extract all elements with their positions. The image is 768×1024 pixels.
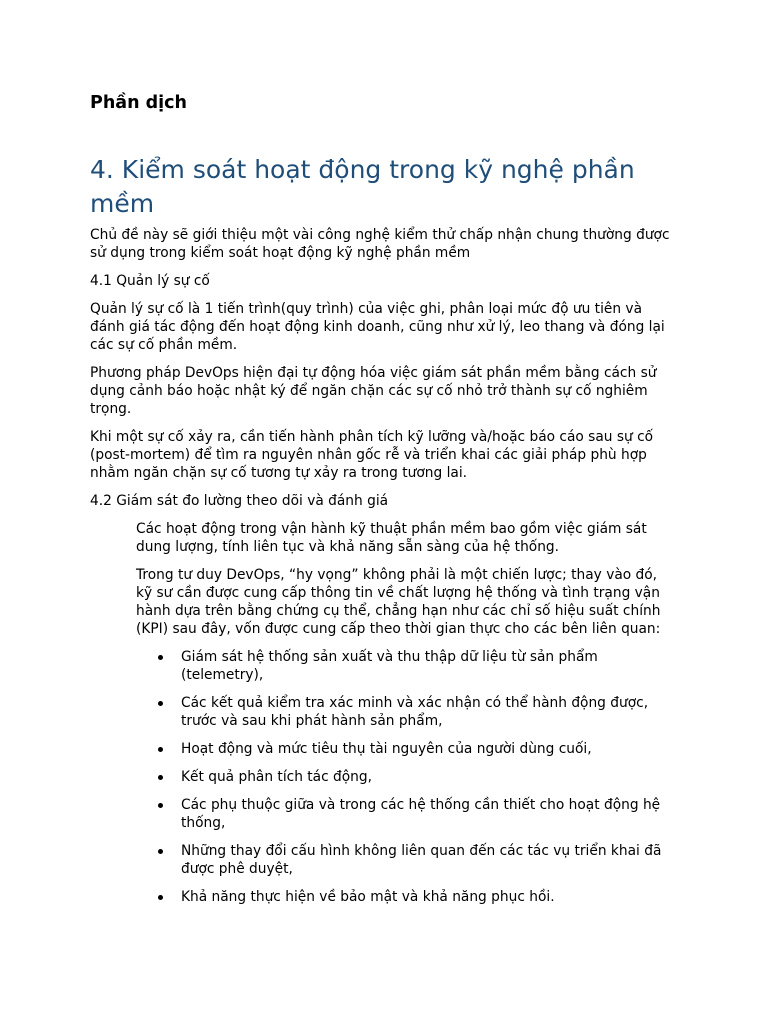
list-item bbox=[90, 842, 740, 878]
list-item bbox=[90, 648, 740, 684]
incident-management-definition: Quản lý sự cố là 1 tiến trình(quy trình) của việc ghi, phân loại mức độ ưu tiên và đánh giá tác động đến hoạt động kinh doanh, cũng như xử lý, leo thang và đóng lại các sự cố phần mềm. bbox=[90, 301, 665, 353]
bullet-icon bbox=[158, 701, 163, 706]
post-mortem-paragraph: Khi một sự cố xảy ra, cần tiến hành phân tích kỹ lưỡng và/hoặc báo cáo sau sự cố (post-mortem) để tìm ra nguyên nhân gốc rễ và triển khai các giải pháp phù hợp nhằm ngăn chặn sự cố tương tự xảy ra trong tương lai. bbox=[90, 429, 654, 481]
list-item bbox=[90, 768, 740, 786]
translation-label: Phần dịch bbox=[90, 93, 188, 113]
list-item bbox=[90, 740, 740, 758]
list-item-text: Khả năng thực hiện về bảo mật và khả năng phục hồi. bbox=[181, 889, 555, 905]
list-item-text: Các kết quả kiểm tra xác minh và xác nhận có thể hành động được, trước và sau khi phát hành sản phẩm, bbox=[181, 695, 649, 729]
bullet-icon bbox=[158, 655, 163, 660]
chapter-title: 4. Kiểm soát hoạt động trong kỹ nghệ phần mềm bbox=[90, 155, 635, 218]
section-heading-4-1: 4.1 Quản lý sự cố bbox=[90, 273, 210, 289]
bullet-icon bbox=[158, 775, 163, 780]
bullet-icon bbox=[158, 849, 163, 854]
list-item-text: Các phụ thuộc giữa và trong các hệ thống cần thiết cho hoạt động hệ thống, bbox=[181, 797, 661, 831]
bullet-icon bbox=[158, 895, 163, 900]
list-item bbox=[90, 796, 740, 832]
operations-activities-paragraph: Các hoạt động trong vận hành kỹ thuật phần mềm bao gồm việc giám sát dung lượng, tính liên tục và khả năng sẵn sàng của hệ thống. bbox=[136, 521, 647, 555]
kpi-intro-paragraph: Trong tư duy DevOps, “hy vọng” không phải là một chiến lược; thay vào đó, kỹ sư cần được cung cấp thông tin về chất lượng hệ thống và tình trạng vận hành dựa trên bằng chứng cụ thể, chẳng hạn như các chỉ số hiệu suất chính (KPI) sau đây, vốn được cung cấp theo thời gian thực cho các bên liên quan: bbox=[136, 567, 661, 637]
bullet-icon bbox=[158, 803, 163, 808]
list-item-text: Những thay đổi cấu hình không liên quan đến các tác vụ triển khai đã được phê duyệt, bbox=[181, 843, 662, 877]
devops-monitoring-paragraph: Phương pháp DevOps hiện đại tự động hóa việc giám sát phần mềm bằng cách sử dụng cảnh báo hoặc nhật ký để ngăn chặn các sự cố nhỏ trở thành sự cố nghiêm trọng. bbox=[90, 365, 657, 417]
list-item-text: Giám sát hệ thống sản xuất và thu thập dữ liệu từ sản phẩm (telemetry), bbox=[181, 649, 598, 683]
bullet-icon bbox=[158, 747, 163, 752]
list-item-text: Hoạt động và mức tiêu thụ tài nguyên của người dùng cuối, bbox=[181, 741, 592, 757]
list-item bbox=[90, 694, 740, 730]
kpi-list bbox=[90, 648, 768, 906]
intro-paragraph: Chủ đề này sẽ giới thiệu một vài công nghệ kiểm thử chấp nhận chung thường được sử dụng trong kiểm soát hoạt động kỹ nghệ phần mềm bbox=[90, 227, 670, 261]
list-item-text: Kết quả phân tích tác động, bbox=[181, 769, 372, 785]
section-heading-4-2: 4.2 Giám sát đo lường theo dõi và đánh giá bbox=[90, 493, 389, 509]
list-item bbox=[90, 888, 740, 906]
